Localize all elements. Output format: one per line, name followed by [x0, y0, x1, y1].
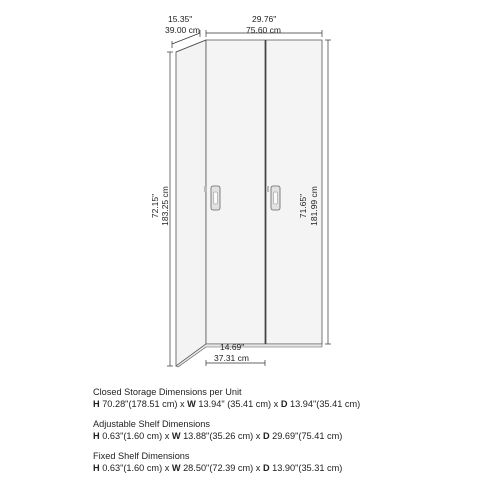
height-cm-label: 183.25 cm: [160, 186, 170, 226]
spec-dimensions: H 0.63"(1.60 cm) x W 13.88"(35.26 cm) x D 29.69"(75.41 cm): [93, 431, 343, 441]
depth-cm-label: 39.00 cm: [165, 25, 200, 35]
interior-height-inches-label: 71.65": [298, 193, 308, 219]
interior-height-cm-label: 181.99 cm: [309, 186, 319, 226]
adjustable-shelf-spec: [93, 418, 473, 442]
width-cm-label: 75.60 cm: [246, 25, 281, 35]
hinge-mark: [266, 186, 269, 192]
spec-dimensions: H 70.28"(178.51 cm) x W 13.94" (35.41 cm) x D 13.94"(35.41 cm): [93, 399, 361, 409]
spec-title: Fixed Shelf Dimensions: [93, 451, 190, 461]
cabinet-side-panel: [176, 40, 206, 366]
width-inches-label: 29.76": [252, 14, 277, 24]
right-door-handle-icon: [271, 186, 280, 210]
fixed-shelf-spec: [93, 450, 473, 474]
base-width-cm-label: 37.31 cm: [214, 353, 249, 363]
depth-inches-label: 15.35": [168, 14, 193, 24]
base-width-inches-label: 14.69": [220, 342, 245, 352]
closed-storage-spec: [93, 386, 473, 410]
spec-dimensions: H 0.63"(1.60 cm) x W 28.50"(72.39 cm) x D 13.90"(35.31 cm): [93, 463, 343, 473]
left-door-handle-icon: [211, 186, 220, 210]
height-inches-label: 72.15": [150, 193, 160, 219]
hinge-mark: [204, 186, 207, 192]
spec-title: Adjustable Shelf Dimensions: [93, 419, 210, 429]
spec-title: Closed Storage Dimensions per Unit: [93, 387, 242, 397]
